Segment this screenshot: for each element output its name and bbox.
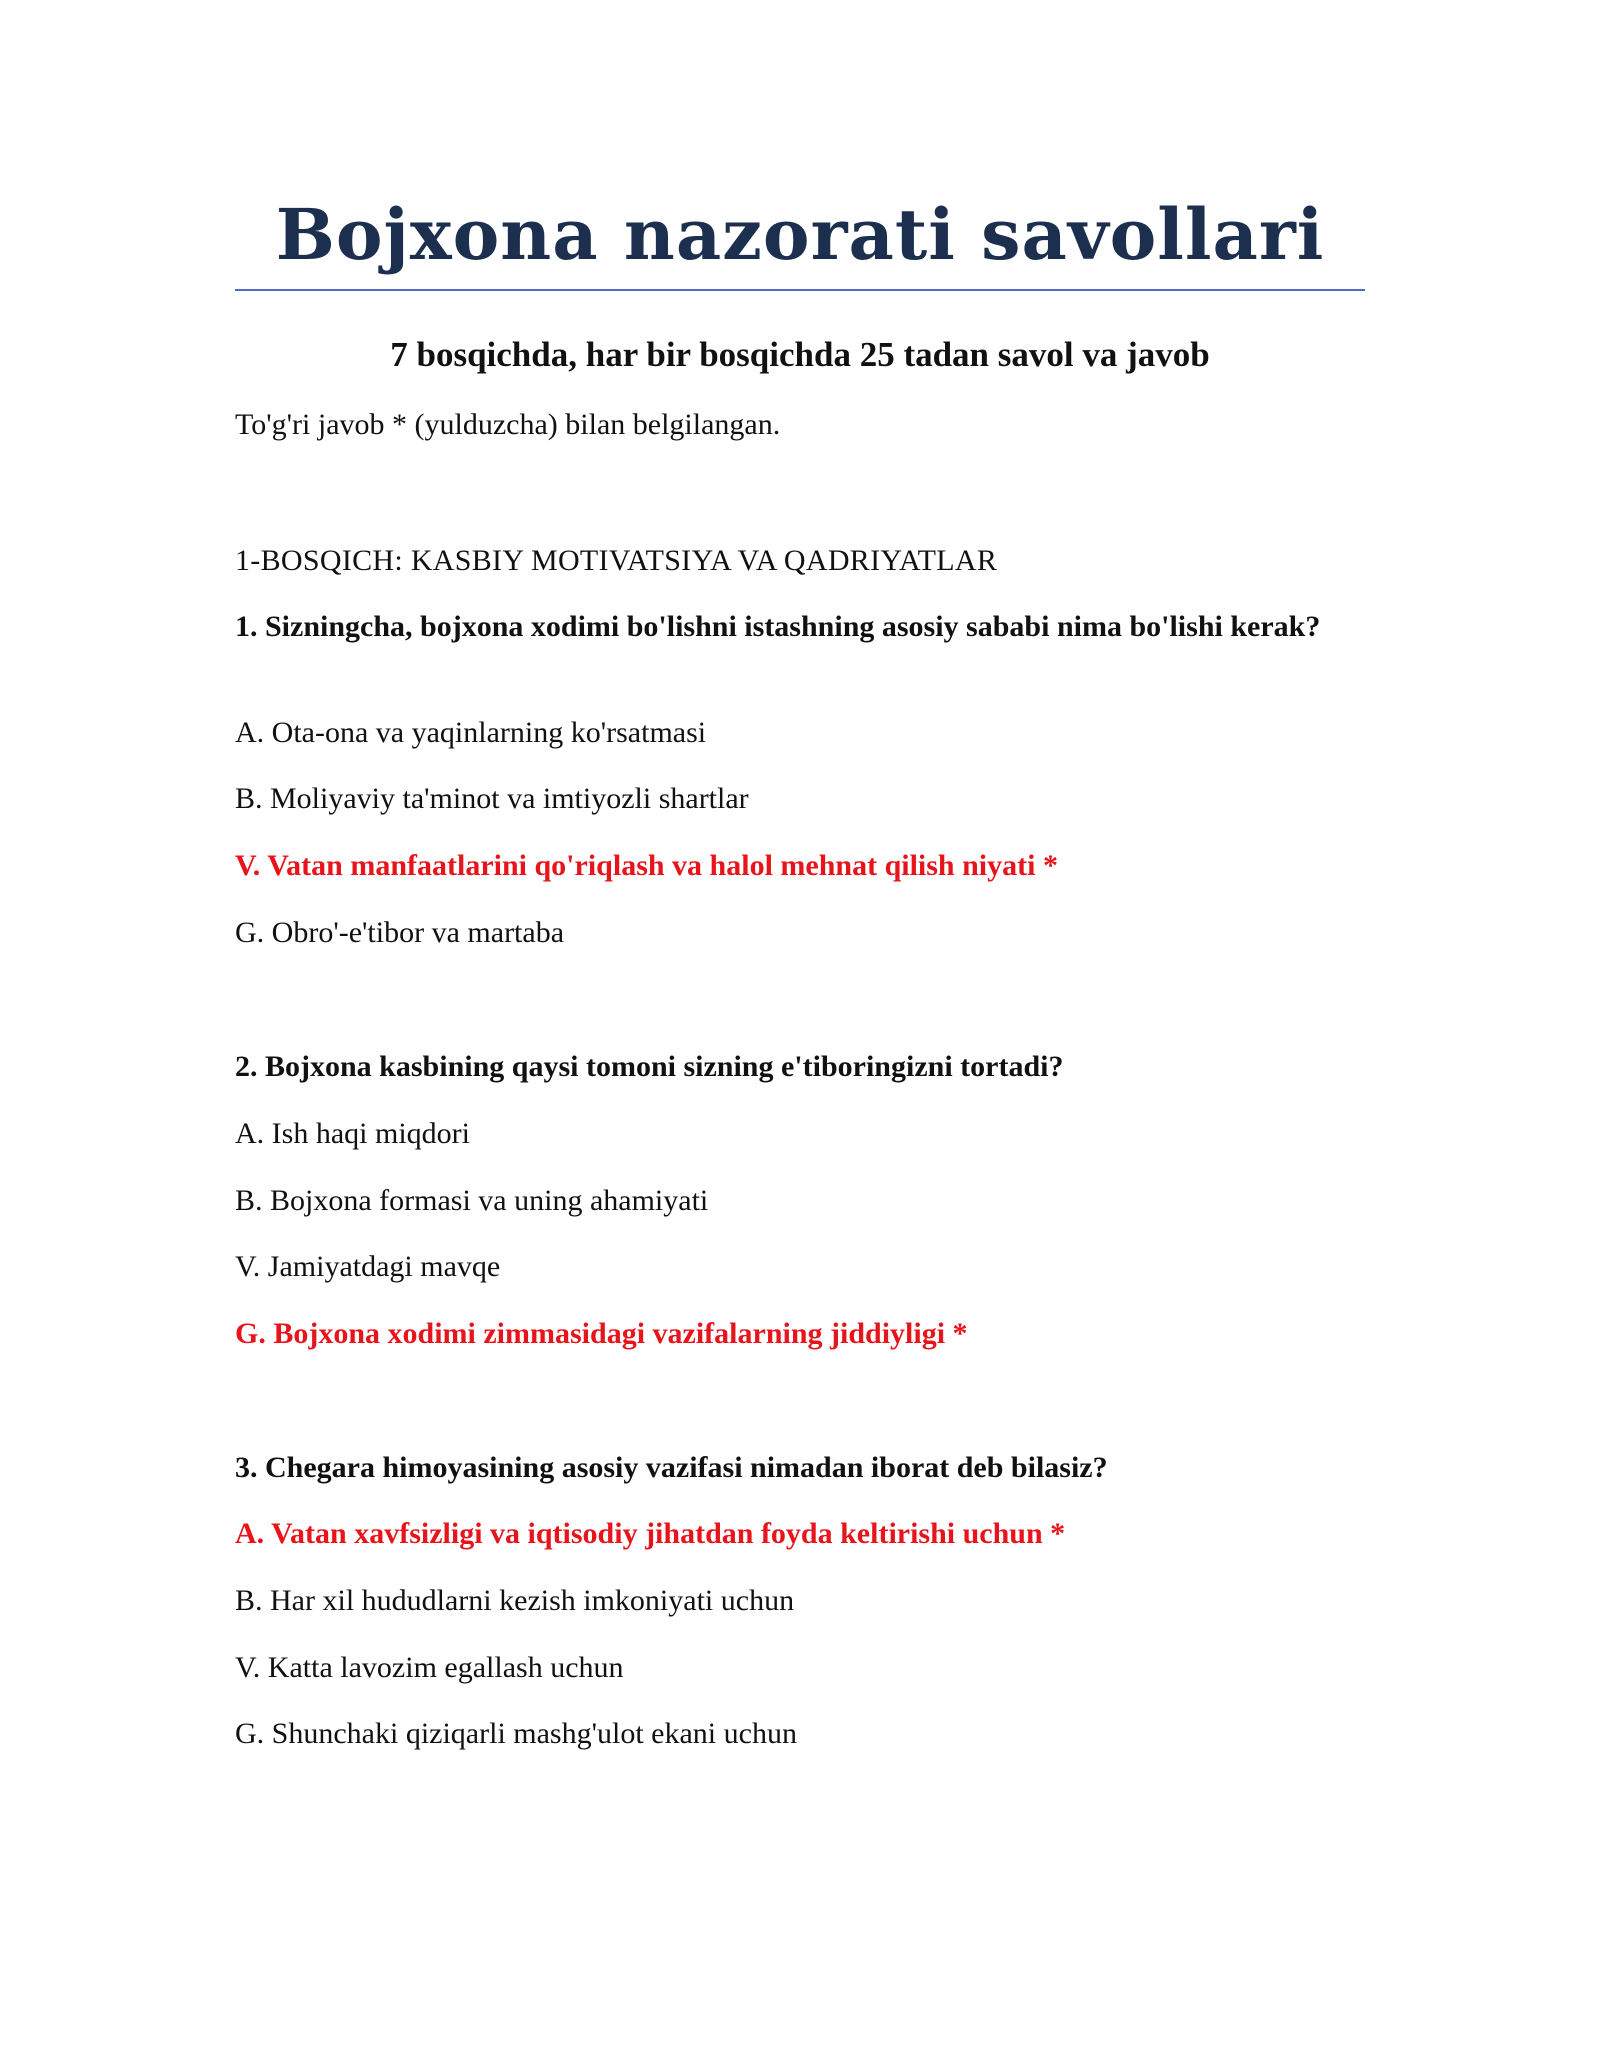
question-1-option-b: B. Moliyaviy ta'minot va imtiyozli shartlar <box>235 782 749 815</box>
question-1-option-a: A. Ota-ona va yaqinlarning ko'rsatmasi <box>235 716 707 749</box>
question-2-option-a: A. Ish haqi miqdori <box>235 1117 470 1150</box>
title-underline <box>235 289 1365 291</box>
question-1-option-v-correct: V. Vatan manfaatlarini qo'riqlash va halol mehnat qilish niyati * <box>235 849 1058 882</box>
question-3-option-b: B. Har xil hududlarni kezish imkoniyati uchun <box>235 1584 795 1617</box>
question-1: 1. Sizningcha, bojxona xodimi bo'lishni istashning asosiy sababi nima bo'lishi kerak? <box>235 610 1321 643</box>
question-3-option-a-correct: A. Vatan xavfsizligi va iqtisodiy jihatdan foyda keltirishi uchun * <box>235 1517 1066 1550</box>
intro-note: To'g'ri javob * (yulduzcha) bilan belgilangan. <box>235 408 781 441</box>
document-title: Bojxona nazorati savollari <box>275 193 1325 276</box>
question-3: 3. Chegara himoyasining asosiy vazifasi nimadan iborat deb bilasiz? <box>235 1451 1108 1484</box>
question-2-option-g-correct: G. Bojxona xodimi zimmasidagi vazifalarning jiddiyligi * <box>235 1317 968 1350</box>
question-2-option-b: B. Bojxona formasi va uning ahamiyati <box>235 1184 709 1217</box>
question-3-option-v: V. Katta lavozim egallash uchun <box>235 1651 624 1684</box>
question-3-option-g: G. Shunchaki qiziqarli mashg'ulot ekani uchun <box>235 1717 797 1750</box>
question-2-option-v: V. Jamiyatdagi mavqe <box>235 1250 501 1283</box>
question-2: 2. Bojxona kasbining qaysi tomoni sizning e'tiboringizni tortadi? <box>235 1050 1064 1083</box>
document-subtitle: 7 bosqichda, har bir bosqichda 25 tadan savol va javob <box>390 335 1210 374</box>
stage-heading: 1-BOSQICH: KASBIY MOTIVATSIYA VA QADRIYATLAR <box>235 544 998 577</box>
question-1-option-g: G. Obro'-e'tibor va martaba <box>235 916 565 949</box>
